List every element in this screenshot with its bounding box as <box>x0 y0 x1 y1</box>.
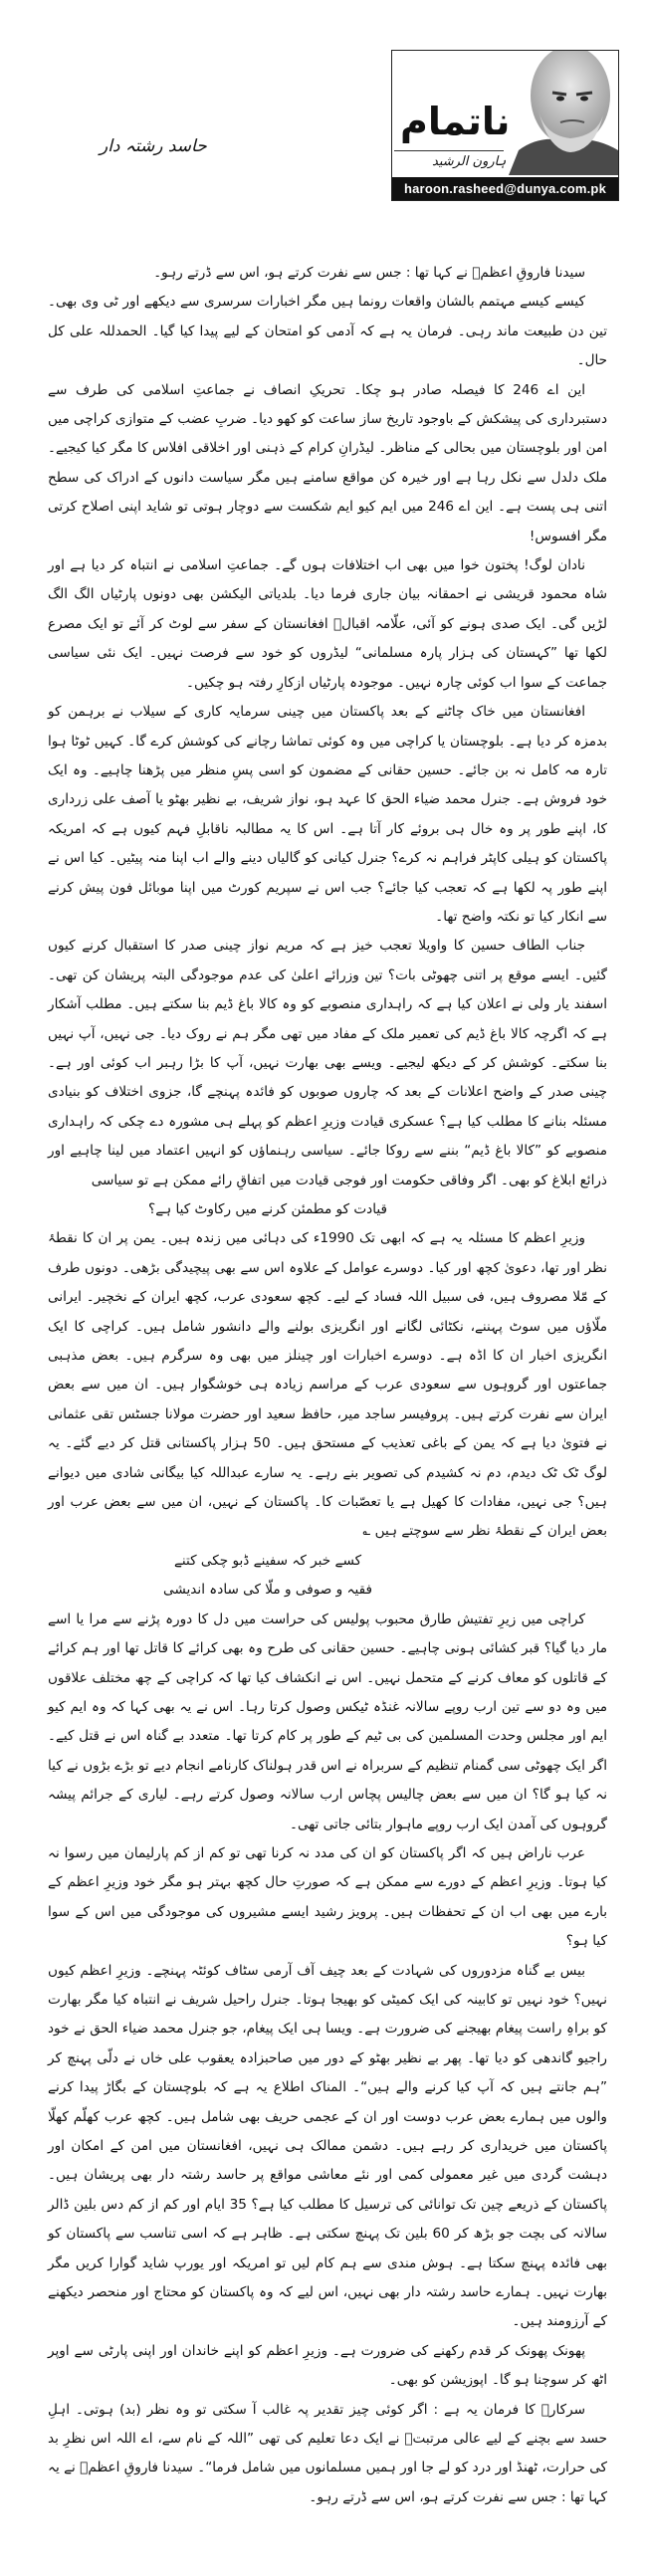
paragraph: کیسے کیسے مہتمم بالشان واقعات رونما ہیں مگر اخبارات سرسری سے دیکھے اور ٹی وی بھی۔ تین دن طبیعت ماند رہی۔ فرمان یہ ہے کہ آدمی کو امتحان کے لیے پیدا کیا گیا۔ الحمدللہ علی کل حال۔ <box>48 294 607 369</box>
author-email: haroon.rasheed@dunya.com.pk <box>392 177 618 200</box>
verse-line: کسے خبر کہ سفینے ڈبو چکی کتنے <box>173 1552 362 1569</box>
paragraph: افغانستان میں خاک چاٹنے کے بعد پاکستان میں چینی سرمایہ کاری کے سیلاب نے برہمن کو بدمزہ کر دیا ہے۔ بلوچستان یا کراچی میں وہ کوئی تماشا رچانے کی کوشش کرے گا۔ کہیں ٹوٹا ہوا تارہ مہ کامل نہ بن جائے۔ حسین حقانی کے مضمون کو اسی پسِ منظر میں پڑھنا چاہیے۔ وہ ایک خود فروش ہے۔ جنرل محمد ضیاء الحق کا عہد ہو، نواز شریف، بے نظیر بھٹو یا آصف علی زرداری کا، اپنے طور پر وہ خال ہی بروئے کار آتا ہے۔ اس کا یہ مطالبہ ناقابلِ فہم کیوں ہے کہ امریکہ پاکستان کو ہیلی کاپٹر فراہم نہ کرے؟ جنرل کیانی کو گالیاں دینے والے اب اپنا منہ پیٹیں۔ کیا اس نے اپنے طور پہ لکھا ہے کہ تعجب کیا جائے؟ جب اس نے سپریم کورٹ میں اپنا موبائل فون پیش کرنے سے انکار کیا تو نکتہ واضح تھا۔ <box>48 704 607 925</box>
author-portrait-icon <box>509 50 618 175</box>
paragraph: کراچی میں زیرِ تفتیش طارق محبوب پولیس کی حراست میں دل کا دورہ پڑنے سے مرا یا اسے مار دیا گیا؟ قبر کشائی ہونی چاہیے۔ حسین حقانی کی طرح وہ بھی کرائے کا قاتل تھا اور ہم کرائے کے قاتلوں کو معاف کرنے کے متحمل نہیں۔ اس نے انکشاف کیا تھا کہ کراچی کے چھ مختلف علاقوں میں وہ دو سے تین ارب روپے سالانہ غنڈہ ٹیکس وصول کرتا رہا۔ اس نے یہ بھی کہا کہ وہ ایم کیو ایم اور مجلس وحدت المسلمین کی بی ٹیم کے طور پر کام کرتا تھا۔ متعدد بے گناہ اس نے قتل کیے۔ اگر ایک چھوٹی سی گمنام تنظیم کے سربراہ نے اس قدر ہولناک کارنامے انجام دیے تو بڑے بڑوں نے کیا نہ کیا ہو گا؟ ان میں سے بعض چالیس پچاس ارب سالانہ وصول کرتے رہے۔ لیاری کے جرائم پیشہ گروہوں کی آمدن ایک ارب روپے ماہوار بتائی جاتی تھی۔ <box>48 1610 607 1832</box>
paragraph: جناب الطاف حسین کا واویلا تعجب خیز ہے کہ مریم نواز چینی صدر کا استقبال کرنے کیوں گئیں۔ ایسے موقع پر اتنی چھوٹی بات؟ تین وزرائے اعلیٰ کی عدم موجودگی البتہ پریشان کن تھی۔ اسفند یار ولی نے اعلان کیا ہے کہ راہداری منصوبے کو وہ کالا باغ ڈیم بنا سکتے ہیں۔ مطلب آشکار ہے کہ اگرچہ کالا باغ ڈیم کی تعمیر ملک کے مفاد میں تھی مگر ہم نے روک دیا۔ جی نہیں، آپ نہیں بنا سکتے۔ کوشش کر کے دیکھ لیجیے۔ ویسے بھی بھارت نہیں، آپ کا بڑا رہبر اب کوئی اور ہے۔ چینی صدر کے واضح اعلانات کے بعد کہ چاروں صوبوں کو فائدہ پہنچے گا، جزوی اختلاف کو بنیادی مسئلہ بنانے کا مطلب کیا ہے؟ عسکری قیادت وزیرِ اعظم کو پہلے ہی مشورہ دے چکی کہ راہداری منصوبے کو ”کالا باغ ڈیم“ بننے سے روکا جائے۔ سیاسی رہنماؤں کو انہیں اعتماد میں لینا چاہیے اور ذرائع ابلاغ کو بھی۔ اگر وفاقی حکومت اور فوجی قیادت میں اتفاقِ رائے ممکن ہے تو سیاسی <box>48 938 607 1188</box>
subheading: قیادت کو مطمئن کرنے میں رکاوٹ کیا ہے؟ <box>148 1201 387 1217</box>
paragraph: عرب ناراض ہیں کہ اگر پاکستان کو ان کی مدد نہ کرنا تھی تو کم از کم پارلیمان میں رسوا نہ کیا ہوتا۔ وزیرِ اعظم کے دورے سے ممکن ہے کہ صورتِ حال کچھ بہتر ہو مگر خود وزیرِ اعظم کے بارے میں بھی اب ان کے تحفظات ہیں۔ پرویز رشید ایسے مشیروں کی موجودگی میں اس کے سوا کیا ہو؟ <box>48 1844 607 1950</box>
paragraph: بیس بے گناہ مزدوروں کی شہادت کے بعد چیف آف آرمی سٹاف کوئٹہ پہنچے۔ وزیرِ اعظم کیوں نہیں؟ خود نہیں تو کابینہ کی ایک کمیٹی کو بھیجا ہوتا۔ جنرل راحیل شریف نے انتباہ کیا مگر بھارت کو براہِ راست پیغام بھیجنے کی ضرورت ہے۔ ویسا ہی ایک پیغام، جو جنرل محمد ضیاء الحق نے خود راجیو گاندھی کو دیا تھا۔ پھر بے نظیر بھٹو کے دور میں صاحبزادہ یعقوب علی خاں نے دلّی پہنچ کر ”ہم جانتے ہیں کہ آپ کیا کرنے والے ہیں“۔ المناک اطلاع یہ ہے کہ بلوچستان کے بگاڑ پیدا کرنے والوں میں ہمارے بعض عرب دوست اور ان کے عجمی حریف بھی شامل ہیں۔ کچھ عرب کھلّم کھلّا پاکستان میں خریداری کر رہے ہیں۔ دشمن ممالک ہی نہیں، افغانستان میں امن کے امکان اور دہشت گردی میں غیر معمولی کمی اور نئے معاشی مواقع پر حاسد رشتہ دار بھی پریشان ہیں۔ پاکستان کے ذریعے چین تک توانائی کی ترسیل کا مطلب کیا ہے؟ 35 ایام اور کم از کم دس بلین ڈالر سالانہ کی بچت جو بڑھ کر 60 بلین تک پہنچ سکتی ہے۔ ظاہر ہے کہ اسی تناسب سے پاکستان کو بھی فائدہ پہنچ سکتا ہے۔ ہوش مندی سے ہم کام لیں تو امریکہ اور یورپ شاید گوارا کریں مگر بھارت نہیں۔ ہمارے حاسد رشتہ دار بھی نہیں، اس لیے کہ وہ پاکستان کو محتاج اور منحصر دیکھنے کے آرزومند ہیں۔ <box>48 1962 607 2330</box>
article-title: حاسد رشتہ دار <box>100 136 207 156</box>
paragraph: این اے 246 کا فیصلہ صادر ہو چکا۔ تحریکِ انصاف نے جماعتِ اسلامی کی طرف سے دستبرداری کی پیشکش کے باوجود تاریخ ساز ساعت کو کھو دیا۔ ضربِ عضب کے متوازی کراچی میں امن اور بلوچستان میں بحالی کے مناظر۔ لیڈرانِ کرام کے ذہنی اور اخلاقی افلاس کا مگر کیا کیجیے۔ ملک دلدل سے نکل رہا ہے اور خیرہ کن مواقع سامنے ہیں مگر سیاست دانوں کے ادراک کی سطح اتنی ہی پست ہے۔ این اے 246 میں ایم کیو ایم شکست سے دوچار ہوتی تو شاید اپنی اصلاح کرتی مگر افسوس! <box>48 381 607 544</box>
column-name-logo: ناتمام <box>400 100 511 143</box>
article-body <box>48 259 607 2512</box>
verse-line: فقیہ و صوفی و ملّا کی سادہ اندیشی <box>163 1582 372 1599</box>
author-name: ہارون الرشید <box>432 154 507 169</box>
paragraph: سرکارؐ کا فرمان یہ ہے : اگر کوئی چیز تقدیر پہ غالب آ سکتی تو وہ نظر (بد) ہوتی۔ اہلِ حسد سے بچنے کے لیے عالی مرتبتؐ نے ایک دعا تعلیم کی تھی ”اللہ کے نام سے، اے اللہ اس نظرِ بد کی حرارت، ٹھنڈ اور درد کو لے جا اور ہمیں مسلمانوں میں شامل فرما“۔ سیدنا فاروقِ اعظمؓ نے یہ کہا تھا : جس سے نفرت کرتے ہو، اس سے ڈرتے رہو۔ <box>48 2401 607 2505</box>
paragraph: وزیرِ اعظم کا مسئلہ یہ ہے کہ ابھی تک 1990ء کی دہائی میں زندہ ہیں۔ یمن پر ان کا نقطۂ نظر اور تھا، دعویٰ کچھ اور کیا۔ دوسرے عوامل کے علاوہ اس سے بھی پیچیدگی بڑھی۔ دونوں طرف کے مّلا مصروف ہیں، فی سبیل اللہ فساد کے لیے۔ کچھ سعودی عرب، کچھ ایران کے نخچیر۔ ایرانی ملّاؤں میں سوٹ پہننے، نکٹائی لگانے اور انگریزی بولنے والے دانشور شامل ہیں۔ کراچی کا ایک انگریزی اخبار ان کا اڈہ ہے۔ دوسرے اخبارات اور چینلز میں بھی وہ سرگرم ہیں۔ بعض مذہبی جماعتوں اور گروہوں سے سعودی عرب کے مراسم زیادہ ہی خوشگوار ہیں۔ ان میں سے بعض ایران سے نفرت کرتے ہیں۔ پروفیسر ساجد میر، حافظ سعید اور حضرت مولانا جسٹس تقی عثمانی نے فتویٰ دیا ہے کہ یمن کے باغی تعذیب کے مستحق ہیں۔ 50 ہزار پاکستانی قتل کر دیے گئے۔ یہ لوگ ٹک ٹک دیدم، دم نہ کشیدم کی تصویر بنے رہے۔ یہ سارے عبداللہ کیا بیگانی شادی میں دیوانے ہیں؟ جی نہیں، مفادات کا کھیل ہے یا تعصّبات کا۔ پاکستان کے نہیں، ان میں سے بعض عرب اور بعض ایران کے نقطۂ نظر سے سوچتے ہیں ؎ <box>48 1230 607 1540</box>
column-header-banner <box>391 50 619 201</box>
divider <box>394 150 504 151</box>
paragraph: سیدنا فاروقِ اعظمؓ نے کہا تھا : جس سے نفرت کرتے ہو، اس سے ڈرتے رہو۔ <box>153 265 585 281</box>
paragraph: پھونک پھونک کر قدم رکھنے کی ضرورت ہے۔ وزیرِ اعظم کو اپنے خاندان اور اپنی پارٹی سے اوپر اٹھ کر سوچنا ہو گا۔ اپوزیشن کو بھی۔ <box>48 2342 607 2389</box>
paragraph: نادان لوگ! پختون خوا میں بھی اب اختلافات ہوں گے۔ جماعتِ اسلامی نے انتباہ کر دیا ہے اور شاہ محمود قریشی نے احمقانہ بیان جاری فرما دیا۔ بلدیاتی الیکشن بھی دونوں پارٹیاں الگ الگ لڑیں گی۔ ایک صدی ہونے کو آئی، علّامہ اقبالؔ افغانستان کے سفر سے لوٹ کر آئے تو ایک مصرع لکھا تھا ”کہستان کی ہزار پارہ مسلمانی“ لیڈروں کو خود سے فرصت نہیں۔ ایک نئی سیاسی جماعت کے سوا اب کوئی چارہ نہیں۔ موجودہ پارٹیاں ازکارِ رفتہ ہو چکیں۔ <box>48 557 607 691</box>
